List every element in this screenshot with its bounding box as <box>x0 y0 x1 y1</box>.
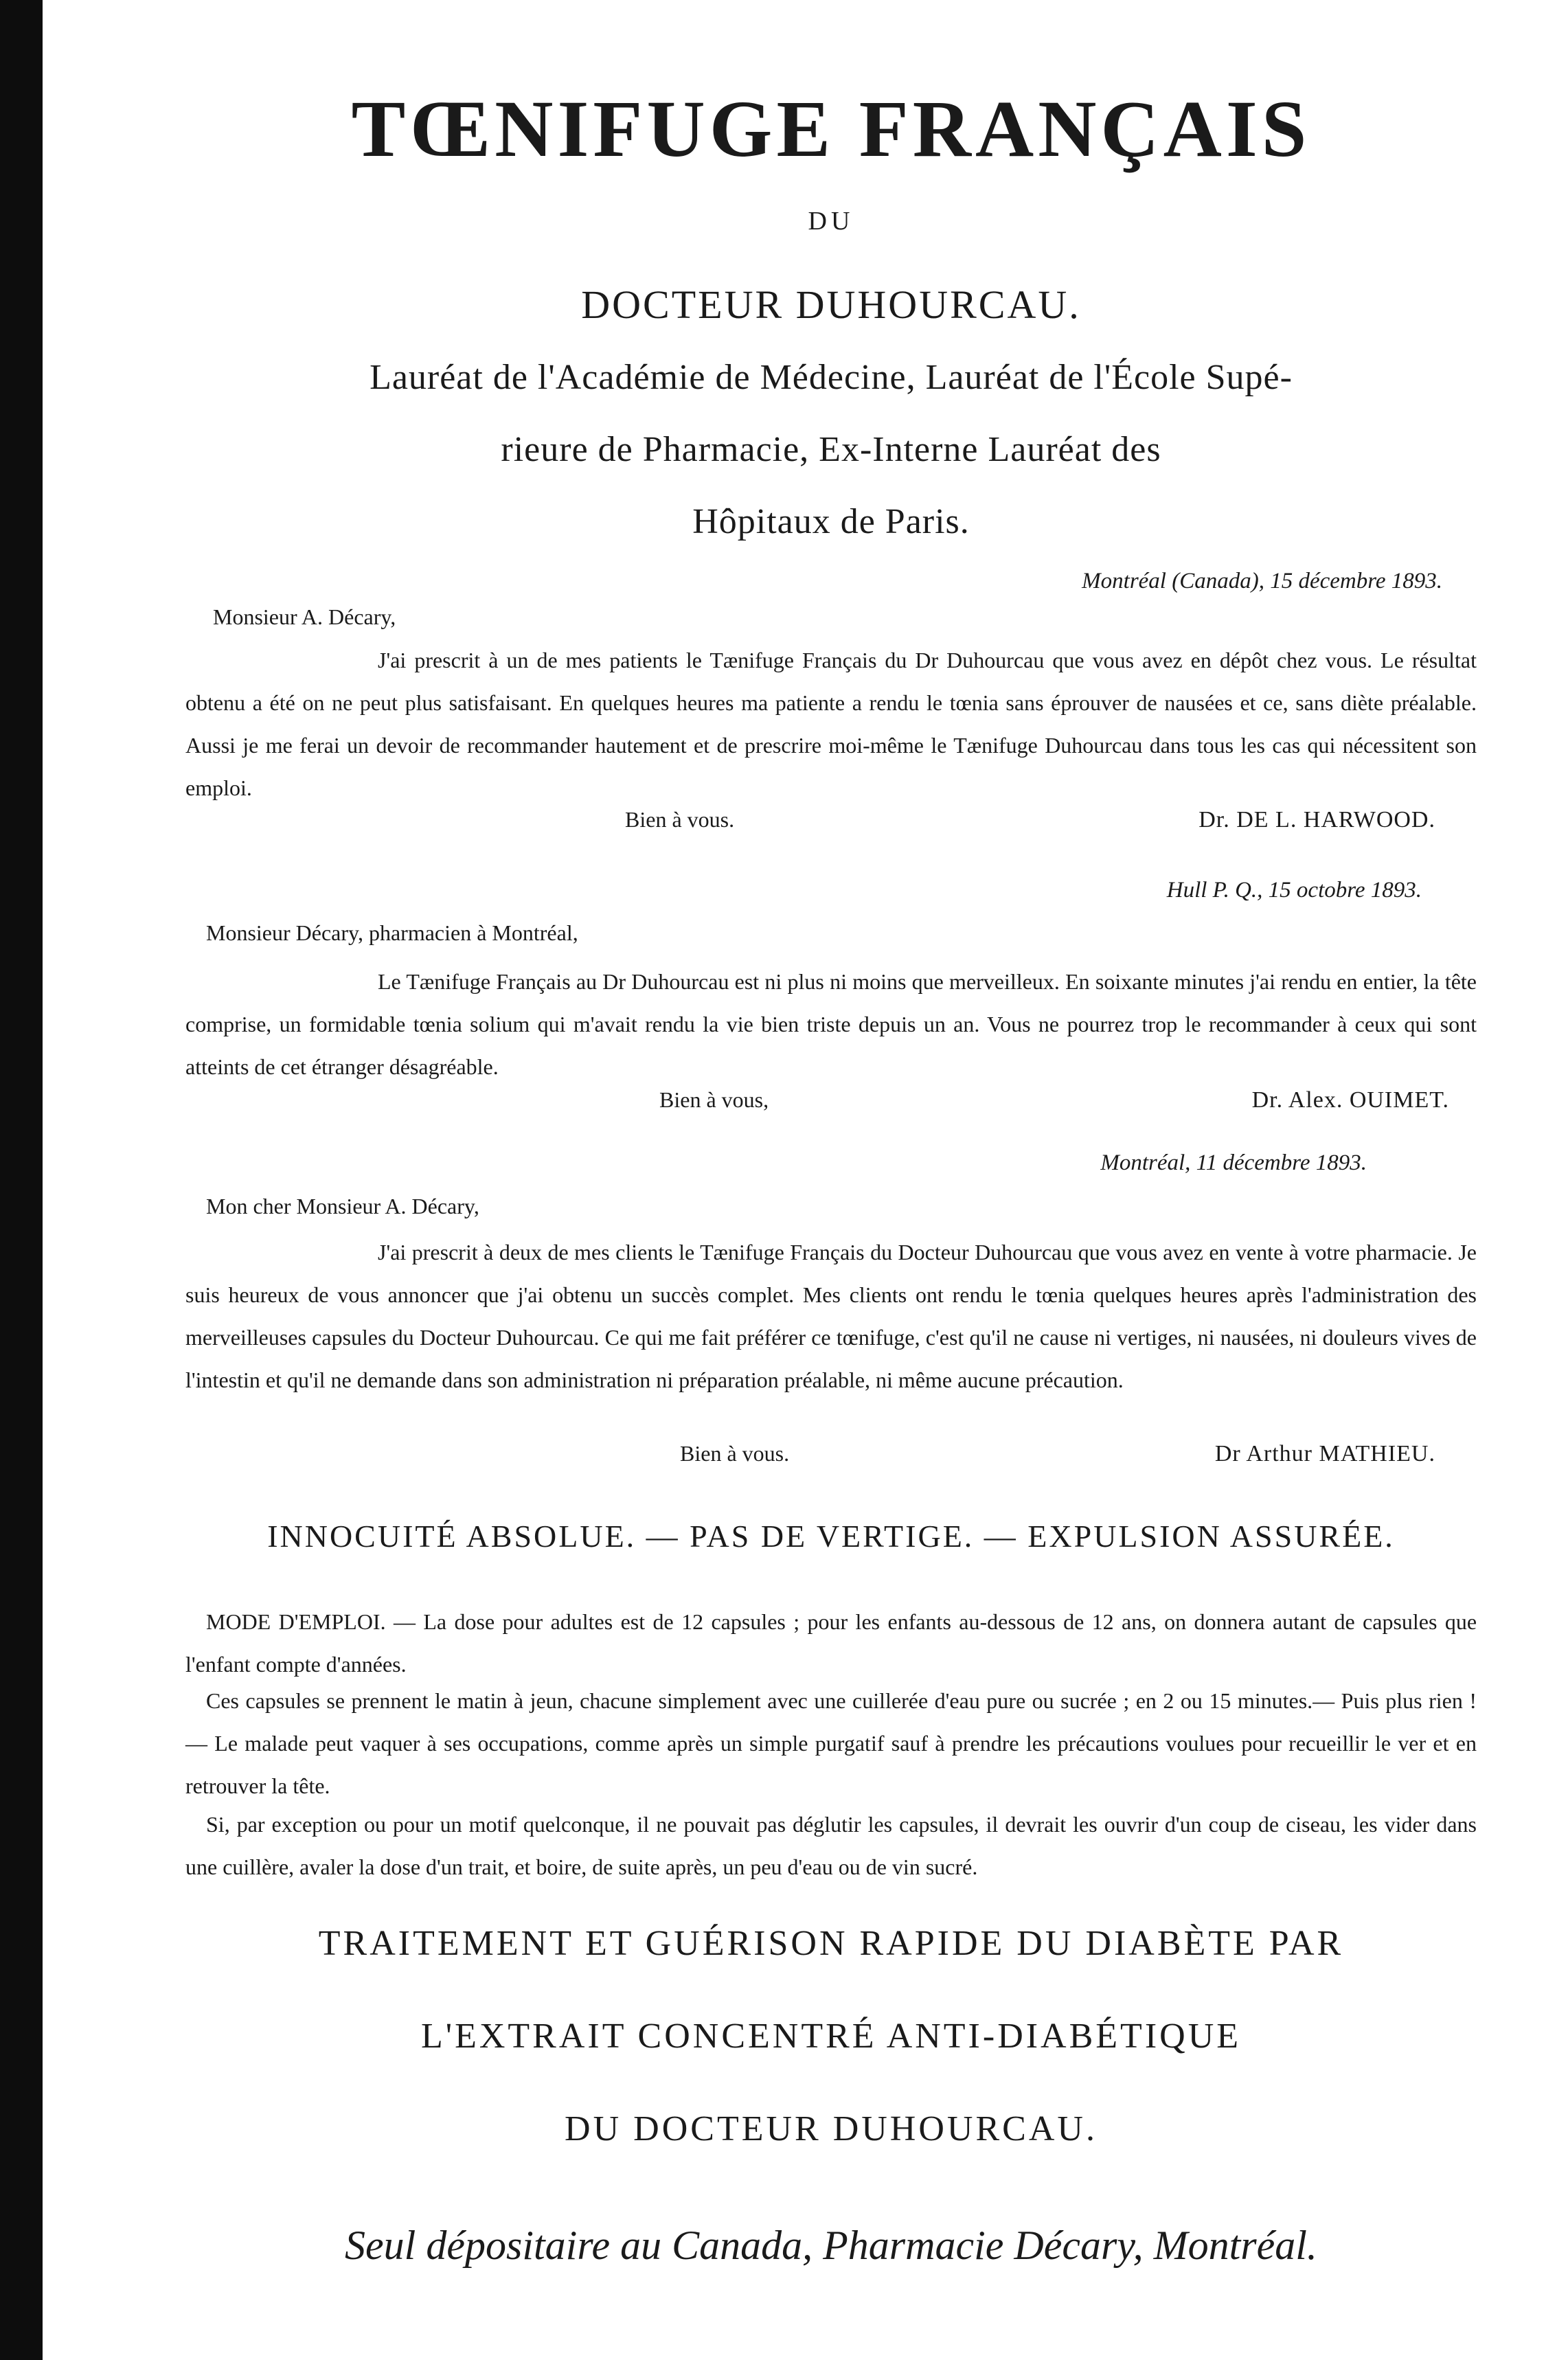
letter-2-closing: Bien à vous, <box>659 1087 769 1112</box>
letter-3-date: Montréal, 11 décembre 1893. <box>1100 1150 1367 1175</box>
treatment-line-2: L'EXTRAIT CONCENTRÉ ANTI-DIABÉTIQUE <box>420 2017 1242 2056</box>
treatment-line-3: DU DOCTEUR DUHOURCAU. <box>565 2109 1098 2148</box>
letter-1-body: J'ai prescrit à un de mes patients le Tænifuge Français du Dr Duhourcau que vous avez en dépôt chez vous. Le résultat obtenu a été on ne peut plus satisfaisant. En quelques heures ma patiente a rendu le tœnia sans éprouver de nausées et ce, sans diète préalable. Aussi je me ferai un devoir de recommander hautement et de prescrire moi-même le Tænifuge Duhourcau dans tous les cas qui nécessitent son emploi. <box>185 648 1477 800</box>
depositary-footer: Seul dépositaire au Canada, Pharmacie Décary, Montréal. <box>345 2223 1317 2268</box>
letter-2-date: Hull P. Q., 15 octobre 1893. <box>1166 878 1422 903</box>
letter-2-greeting: Monsieur Décary, pharmacien à Montréal, <box>206 920 578 945</box>
usage-paragraph-3: Si, par exception ou pour un motif quelconque, il ne pouvait pas déglutir les capsules, il devrait les ouvrir d'un coup de ciseau, les vider dans une cuillère, avaler la dose d'un trait, et boire, de suite après, un peu d'eau ou de vin sucré. <box>185 1812 1477 1879</box>
usage-text-1: — La dose pour adultes est de 12 capsules ; pour les enfants au-dessous de 12 ans, on donnera autant de capsules que l'enfant compte d'années. <box>185 1609 1477 1677</box>
doctor-name: DOCTEUR DUHOURCAU. <box>581 282 1081 327</box>
letter-3-closing: Bien à vous. <box>680 1441 790 1466</box>
credentials-line-2: rieure de Pharmacie, Ex-Interne Lauréat des <box>501 430 1161 469</box>
usage-label: MODE D'EMPLOI. <box>206 1609 386 1634</box>
scan-edge-bar <box>0 0 43 2360</box>
letter-1-date: Montréal (Canada), 15 décembre 1893. <box>1082 569 1442 593</box>
letter-1-closing: Bien à vous. <box>625 807 735 832</box>
letter-3-signature: Dr Arthur MATHIEU. <box>1214 1441 1435 1466</box>
letter-1-signature: Dr. DE L. HARWOOD. <box>1198 807 1435 832</box>
title-du: DU <box>808 207 854 236</box>
usage-paragraph-2: Ces capsules se prennent le matin à jeun, chacune simplement avec une cuillerée d'eau pure ou sucrée ; en 2 ou 15 minutes.— Puis plus rien ! — Le malade peut vaquer à ses occupations, comme après un simple purgatif sauf à prendre les précautions voulues pour recueillir le ver et en retrouver la tête. <box>185 1688 1477 1798</box>
usage-paragraph-1 <box>185 1600 1477 1686</box>
letter-3-body: J'ai prescrit à deux de mes clients le Tænifuge Français du Docteur Duhourcau que vous avez en vente à votre pharmacie. Je suis heureux de vous annoncer que j'ai obtenu un succès complet. Mes clients ont rendu le tœnia quelques heures après l'administration des merveilleuses capsules du Docteur Duhourcau. Ce qui me fait préférer ce tœnifuge, c'est qu'il ne cause ni vertiges, ni nausées, ni douleurs vives de l'intestin et qu'il ne demande dans son administration ni préparation préalable, ni même aucune précaution. <box>185 1240 1477 1392</box>
letter-3-greeting: Mon cher Monsieur A. Décary, <box>206 1194 479 1218</box>
slogan: INNOCUITÉ ABSOLUE. — PAS DE VERTIGE. — EXPULSION ASSURÉE. <box>267 1519 1395 1554</box>
credentials-line-1: Lauréat de l'Académie de Médecine, Lauréat de l'École Supé- <box>370 358 1293 397</box>
treatment-line-1: TRAITEMENT ET GUÉRISON RAPIDE DU DIABÈTE PAR <box>318 1924 1344 1963</box>
credentials-line-3: Hôpitaux de Paris. <box>692 502 970 541</box>
document-title: TŒNIFUGE FRANÇAIS <box>351 84 1311 174</box>
letter-1-greeting: Monsieur A. Décary, <box>213 604 396 629</box>
letter-2-body: Le Tænifuge Français au Dr Duhourcau est ni plus ni moins que merveilleux. En soixante minutes j'ai rendu en entier, la tête comprise, un formidable tœnia solium qui m'avait rendu la vie bien triste depuis un an. Vous ne pourrez trop le recommander à ceux qui sont atteints de cet étranger désagréable. <box>185 969 1477 1079</box>
letter-2-signature: Dr. Alex. OUIMET. <box>1251 1087 1449 1113</box>
